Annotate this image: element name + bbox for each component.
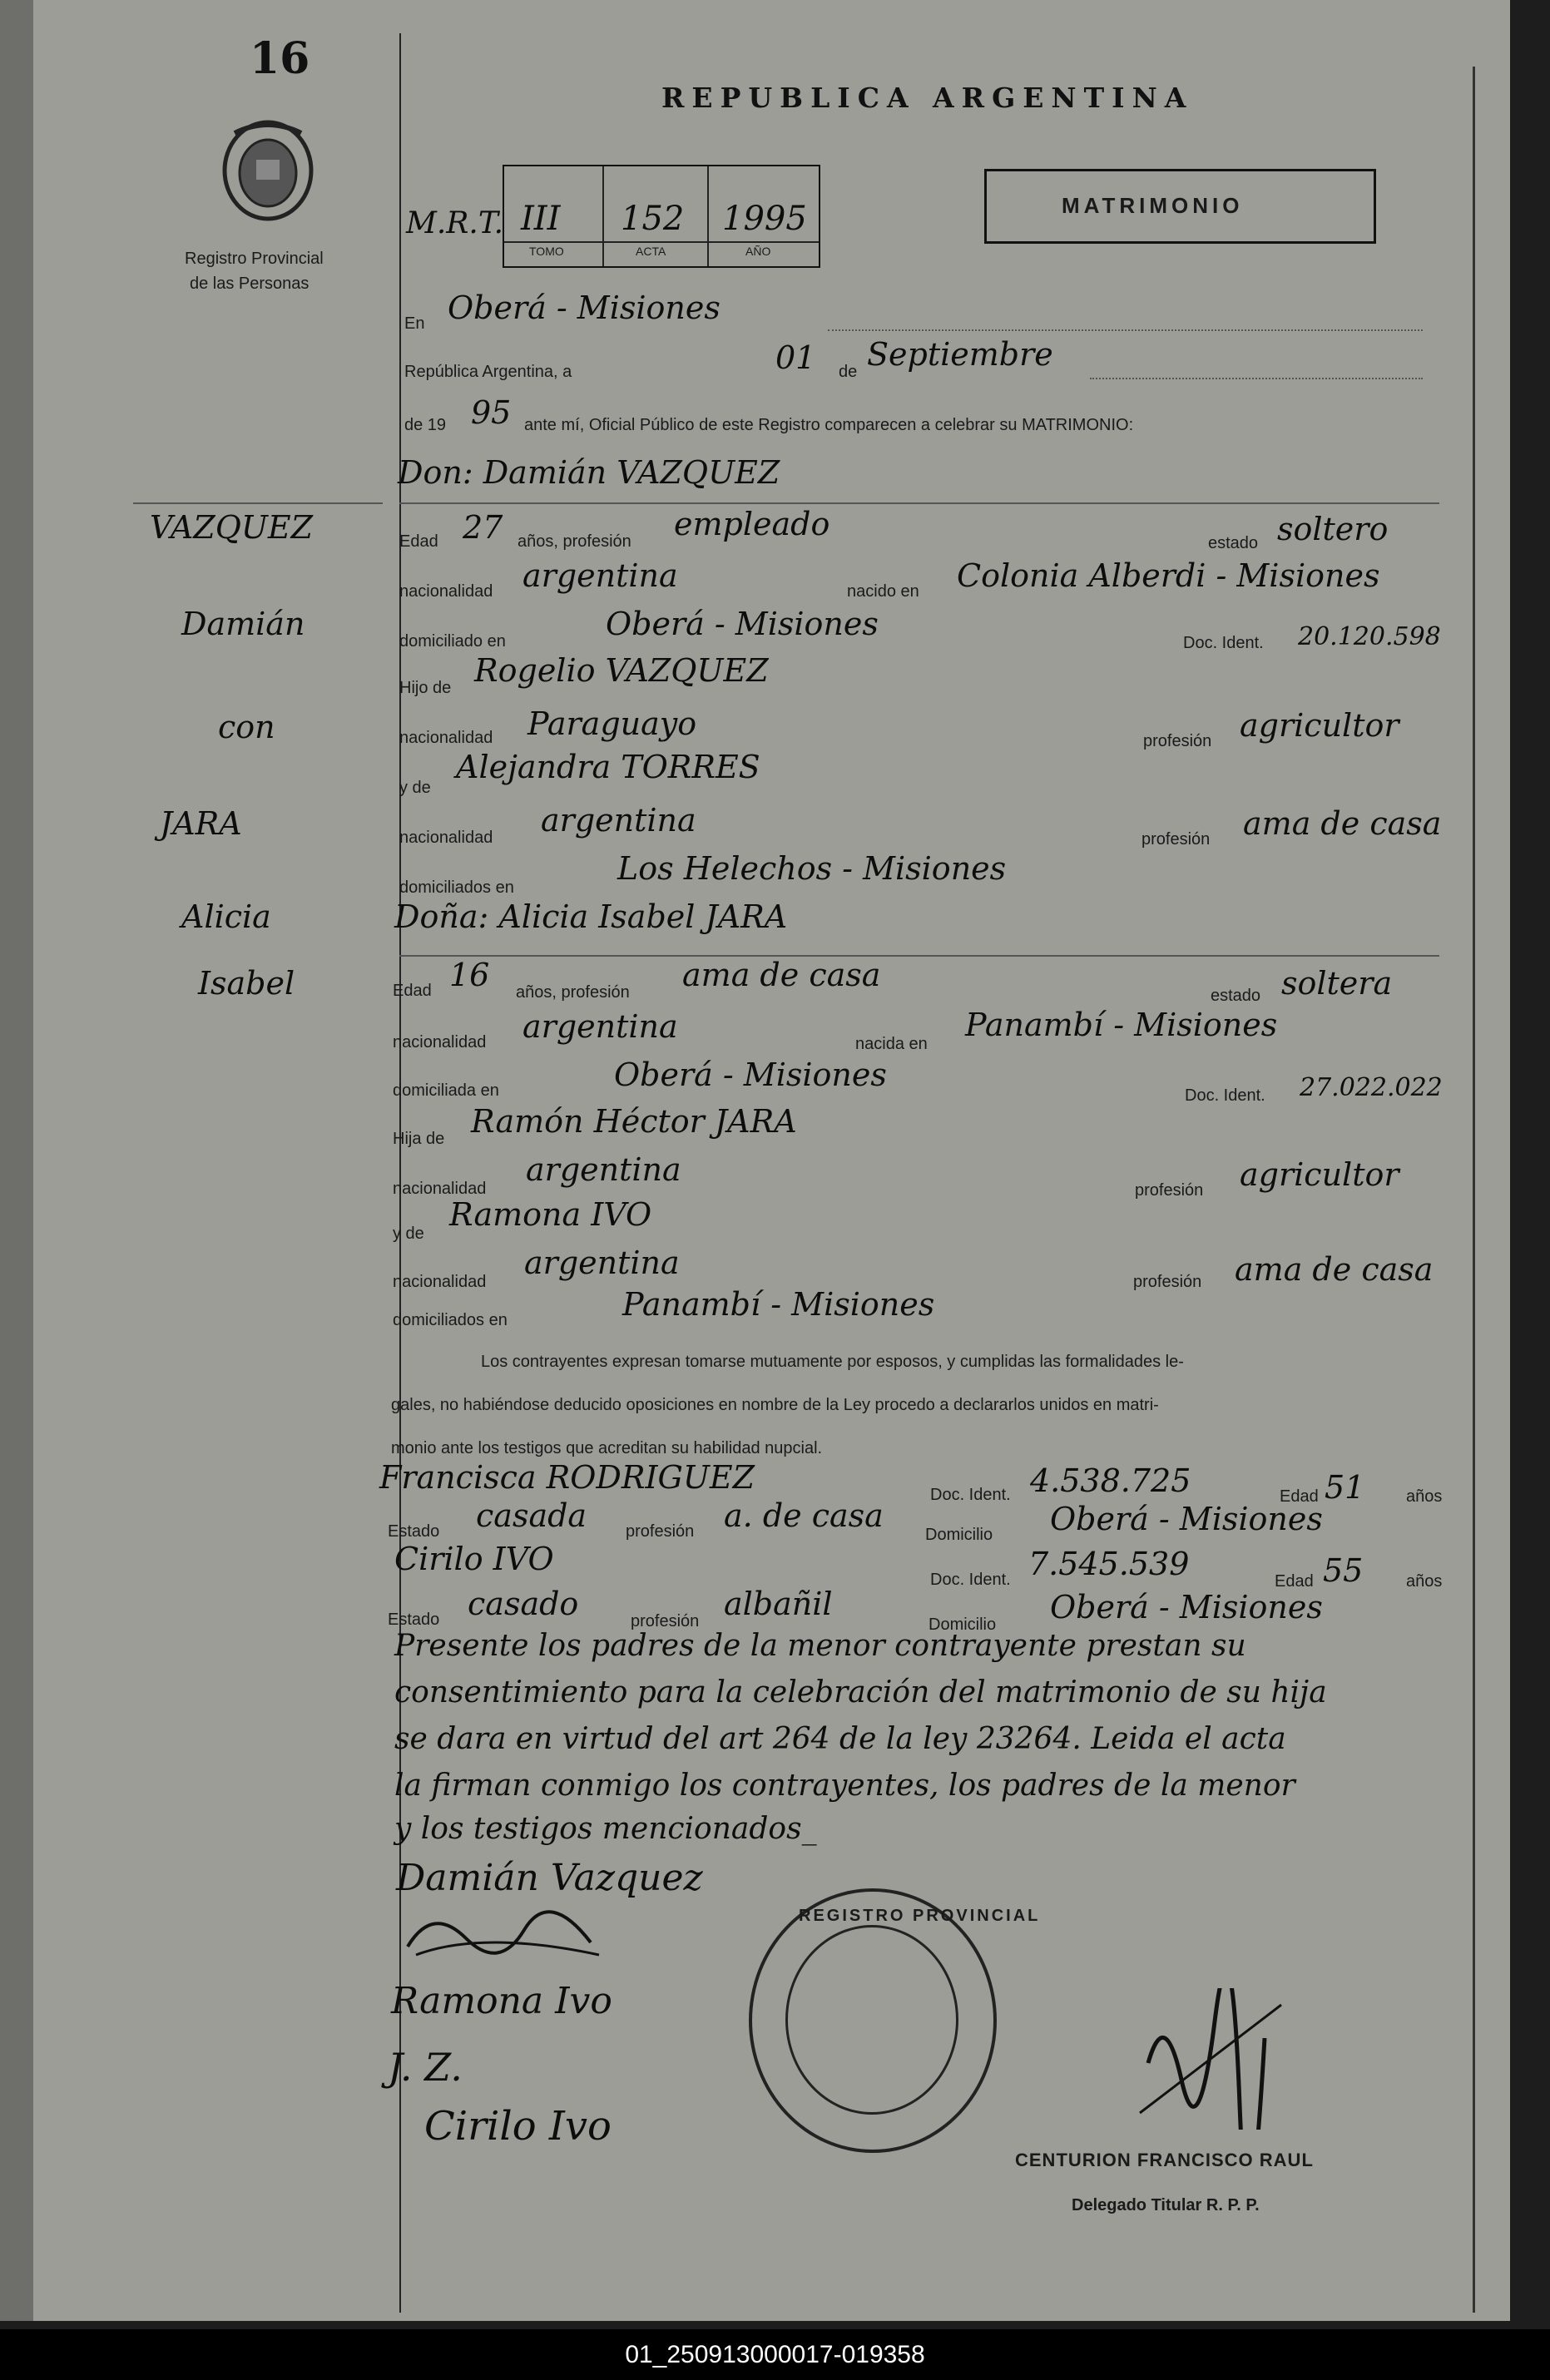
place-label: En [404,314,425,333]
witness2-doc: 7.545.539 [1028,1546,1190,1582]
record-box [503,165,820,268]
groom-mother-prof-label: profesión [1141,830,1211,849]
groom-prof-label: años, profesión [517,532,631,551]
witness1-prof-label: profesión [626,1522,695,1541]
image-id-footer: 01_250913000017-019358 [0,2329,1550,2380]
margin-line-3: con [218,709,275,745]
witness1-estado-label: Estado [388,1522,440,1541]
note-line-3: se dara en virtud del art 264 de la ley 23264. Leida el acta [394,1722,1286,1756]
type-box [984,169,1376,244]
groom-father-prof: agricultor [1240,707,1399,744]
bride-mother-prof-label: profesión [1133,1273,1202,1291]
official-name: CENTURION FRANCISCO RAUL [1015,2150,1314,2170]
bride-mother-nat: argentina [524,1244,680,1281]
witness2-age: 55 [1323,1552,1364,1589]
groom-age: 27 [463,509,503,546]
bride-domicile: Oberá - Misiones [614,1056,887,1093]
bride-father-prof-label: profesión [1135,1181,1204,1200]
groom-parents-dom: Los Helechos - Misiones [617,850,1007,887]
groom-doc-label: Doc. Ident. [1183,634,1264,652]
date-prefix: República Argentina, a [404,363,572,381]
signature-cirilo: Cirilo Ivo [424,2103,612,2150]
witness2-estado-label: Estado [388,1611,440,1629]
bride-dom-label: domiciliada en [393,1081,499,1100]
witness1-doc: 4.538.725 [1030,1462,1191,1499]
bride-parents-dom: Panambí - Misiones [622,1286,935,1323]
witness2-age-label: Edad [1275,1572,1314,1591]
groom-father-prof-label: profesión [1143,732,1212,750]
date-rule [1090,378,1423,379]
margin-line-5: Alicia [181,898,271,935]
groom-dom-label: domiciliado en [399,632,506,651]
witness1-estado: casada [476,1497,587,1534]
witness2-estado: casado [468,1586,579,1622]
year-value: 95 [471,394,512,431]
bride-nat-label: nacionalidad [393,1033,487,1051]
witness2-prof: albañil [724,1586,833,1622]
witness1-doc-label: Doc. Ident. [930,1486,1011,1504]
groom-estado: soltero [1277,511,1389,547]
statement-line-3: monio ante los testigos que acreditan su habilidad nupcial. [391,1439,823,1457]
witness1-name: Francisca RODRIGUEZ [379,1459,755,1496]
place-rule [828,329,1423,331]
groom-nat-label: nacionalidad [399,582,493,601]
bride-mother-prof: ama de casa [1235,1251,1434,1288]
witness2-dom: Oberá - Misiones [1050,1589,1323,1625]
bride-estado-label: estado [1211,987,1261,1005]
bride-age: 16 [449,957,490,993]
witness1-dom-label: Domicilio [925,1526,993,1544]
groom-born-label: nacido en [847,582,919,601]
bride-prof-label: años, profesión [516,983,630,1002]
bride-nationality: argentina [522,1008,678,1045]
place-value: Oberá - Misiones [448,289,721,326]
stamp-text: REGISTRO PROVINCIAL [799,1907,1041,1925]
country-heading: REPUBLICA ARGENTINA [661,82,1194,114]
bride-father-prof: agricultor [1240,1156,1399,1193]
bride-estado: soltera [1281,965,1393,1002]
bride-age-label: Edad [393,982,432,1000]
bride-name: Doña: Alicia Isabel JARA [394,898,788,935]
type-label: MATRIMONIO [1062,193,1244,218]
official-title: Delegado Titular R. P. P. [1072,2196,1260,2214]
bride-father: Ramón Héctor JARA [471,1103,797,1140]
groom-estado-label: estado [1208,534,1259,552]
groom-age-label: Edad [399,532,438,551]
bride-rule [399,955,1439,957]
tomo-label: TOMO [529,245,564,258]
bride-doc-label: Doc. Ident. [1185,1086,1265,1105]
acta-label: ACTA [636,245,666,258]
witness2-prof-label: profesión [631,1612,700,1630]
groom-mother: Alejandra TORRES [456,749,760,785]
note-line-4: la firman conmigo los contrayentes, los padres de la menor [394,1769,1295,1803]
margin-line-1: VAZQUEZ [150,509,314,546]
groom-domicile: Oberá - Misiones [606,606,879,642]
bride-parents-dom-label: domiciliados en [393,1311,508,1329]
note-line-5: y los testigos mencionados_ [394,1812,817,1846]
margin-line-2: Damián [181,606,305,642]
margin-line-4: JARA [160,805,242,842]
bride-birthplace: Panambí - Misiones [965,1007,1278,1043]
note-line-1: Presente los padres de la menor contrayente prestan su [394,1629,1246,1663]
groom-mother-nat-label: nacionalidad [399,829,493,847]
margin-top-rule [133,502,383,504]
groom-doc: 20.120.598 [1298,622,1441,651]
groom-rule [399,502,1439,504]
groom-mother-prof: ama de casa [1243,805,1442,842]
bride-profession: ama de casa [682,957,881,993]
official-signature [1132,1988,1290,2130]
groom-birthplace: Colonia Alberdi - Misiones [957,557,1380,594]
groom-profession: empleado [674,506,830,542]
margin-line-6: Isabel [198,965,295,1002]
book-binding [0,0,33,2321]
witness2-name: Cirilo IVO [394,1541,554,1577]
acta-value: 152 [621,200,685,238]
groom-father-nat-label: nacionalidad [399,729,493,747]
bride-mother: Ramona IVO [449,1196,652,1233]
groom-name: Don: Damián VAZQUEZ [398,454,780,491]
statement-line-2: gales, no habiéndose deducido oposiciones en nombre de la Ley procedo a declararlos unidos en matri- [391,1396,1159,1414]
note-line-2: consentimiento para la celebración del matrimonio de su hija [394,1675,1327,1710]
official-stamp [749,1888,1041,2153]
groom-father: Rogelio VAZQUEZ [474,652,769,689]
registry-name-2: de las Personas [190,275,310,293]
groom-mother-label: y de [399,779,431,797]
statement-line-1: Los contrayentes expresan tomarse mutuamente por esposos, y cumplidas las formalidades le- [481,1353,1184,1371]
signature-scribble [399,1897,616,1972]
date-month: Septiembre [867,336,1053,373]
signature-ramona: Ramona Ivo [391,1980,612,2022]
witness1-anos: años [1406,1487,1443,1506]
bride-daughter-label: Hija de [393,1130,445,1148]
bride-mother-label: y de [393,1225,424,1243]
tomo-value: III [521,200,561,238]
bride-mother-nat-label: nacionalidad [393,1273,487,1291]
witness1-dom: Oberá - Misiones [1050,1501,1323,1537]
bride-father-nat: argentina [526,1151,681,1188]
date-de: de [839,363,858,381]
groom-nationality: argentina [522,557,678,594]
right-border [1473,67,1475,2313]
registry-name-1: Registro Provincial [185,250,324,268]
anio-value: 1995 [722,200,807,238]
page-number: 16 [250,33,310,84]
witness1-prof: a. de casa [724,1497,884,1534]
signature-groom: Damián Vazquez [396,1857,703,1899]
witness2-dom-label: Domicilio [929,1616,997,1634]
record-label: M.R.T. [406,206,504,240]
date-rest: ante mí, Oficial Público de este Registro comparecen a celebrar su MATRIMONIO: [524,416,1134,434]
coat-of-arms-icon [218,116,318,225]
groom-parents-dom-label: domiciliados en [399,878,514,897]
witness2-doc-label: Doc. Ident. [930,1571,1011,1589]
bride-born-label: nacida en [855,1035,928,1053]
groom-father-nat: Paraguayo [527,705,697,742]
year-prefix: de 19 [404,416,447,434]
groom-son-label: Hijo de [399,679,452,697]
anio-label: AÑO [745,245,771,258]
witness1-age: 51 [1325,1469,1365,1506]
witness2-anos: años [1406,1572,1443,1591]
bride-father-nat-label: nacionalidad [393,1180,487,1198]
groom-mother-nat: argentina [541,802,696,839]
date-day: 01 [775,339,816,376]
witness1-age-label: Edad [1280,1487,1319,1506]
bride-doc: 27.022.022 [1300,1073,1443,1102]
signature-jz: J. Z. [388,2045,463,2090]
